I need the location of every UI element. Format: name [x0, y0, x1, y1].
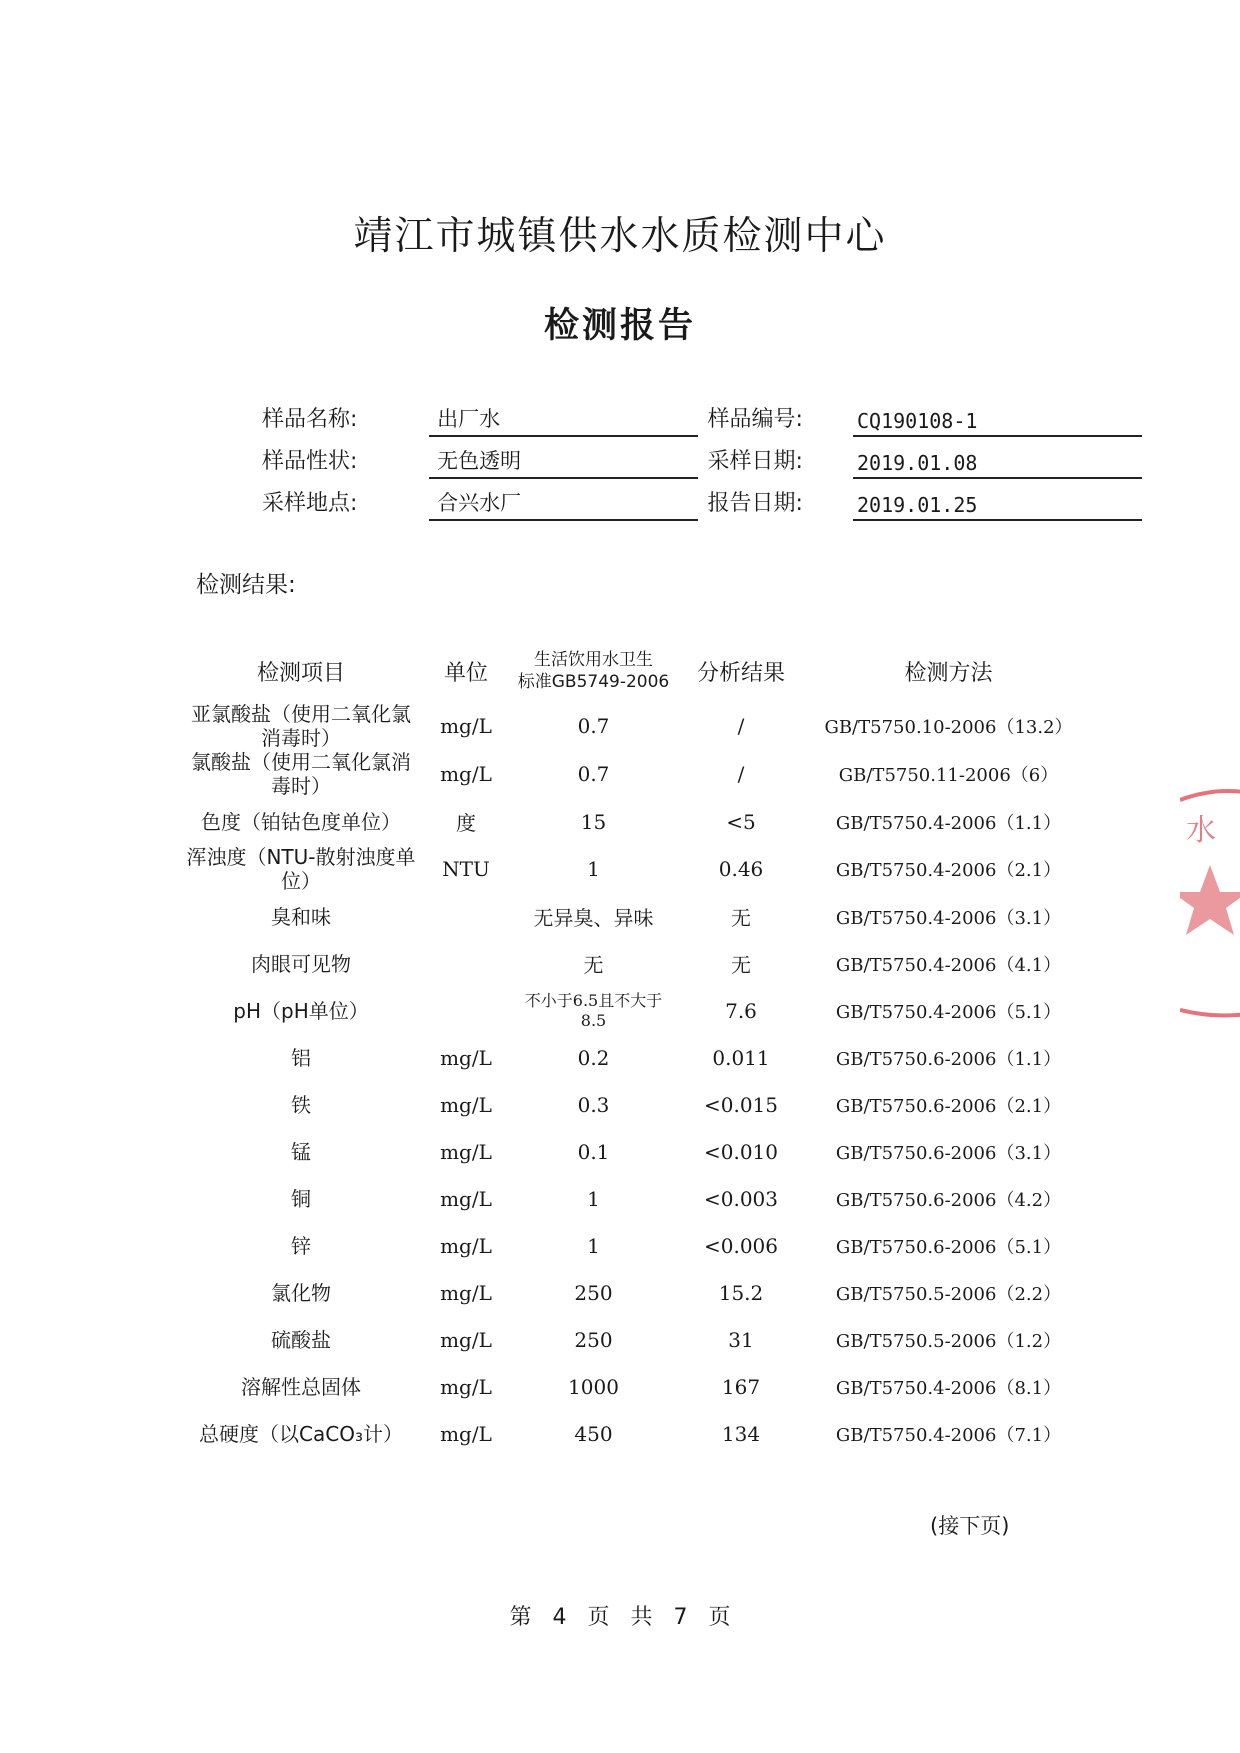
result-cell: 无: [731, 906, 751, 930]
method-cell: GB/T5750.6-2006（4.2）: [835, 1189, 1062, 1211]
table-row: [186, 1034, 1086, 1081]
standard-limit-cell: 250: [574, 1280, 613, 1305]
result-cell: /: [737, 714, 745, 738]
sample-appearance-label: 样品性状:: [262, 449, 358, 474]
result-cell: 31: [728, 1327, 754, 1352]
item-cell: 氯酸盐（使用二氧化氯消毒时）: [191, 750, 411, 798]
sample-number-value: CQ190108-1: [853, 409, 1142, 437]
standard-limit-cell: 无异臭、异味: [533, 906, 654, 930]
item-cell: 臭和味: [271, 904, 331, 929]
unit-cell: [416, 893, 516, 940]
method-cell: GB/T5750.6-2006（2.1）: [835, 1095, 1062, 1117]
item-cell: 亚氯酸盐（使用二氧化氯消毒时）: [191, 702, 411, 750]
table-row: [186, 1081, 1086, 1128]
sample-appearance-value: 无色透明: [429, 445, 697, 479]
header-standard: [516, 640, 671, 702]
standard-limit-cell: 1: [587, 1186, 600, 1211]
seal-star: [1180, 865, 1240, 935]
result-cell: <5: [726, 809, 756, 834]
report-title: 检测报告: [543, 306, 696, 346]
table-row: [186, 1316, 1086, 1363]
result-cell: 无: [731, 953, 751, 977]
header-method: 检测方法: [904, 660, 993, 686]
sampling-location-label: 采样地点:: [262, 491, 358, 516]
table-row: [186, 893, 1086, 940]
result-cell: 0.011: [712, 1045, 770, 1070]
sampling-location-value: 合兴水厂: [429, 487, 697, 521]
method-cell: GB/T5750.6-2006（3.1）: [835, 1142, 1062, 1164]
result-cell: <0.006: [703, 1233, 778, 1258]
standard-limit-cell: 1: [587, 1233, 600, 1258]
organization-name: 靖江市城镇供水水质检测中心: [353, 214, 887, 259]
sampling-date-label: 采样日期:: [707, 449, 803, 474]
unit-cell: 度: [456, 811, 476, 835]
item-cell: 铝: [291, 1045, 311, 1070]
unit-cell: [416, 940, 516, 987]
seal-arc-top: [1180, 791, 1240, 800]
result-cell: <0.010: [703, 1139, 778, 1164]
report-date-label: 报告日期:: [707, 491, 803, 516]
table-row: [186, 845, 1086, 893]
info-row-3: [262, 479, 1142, 521]
table-row: [186, 750, 1086, 798]
table-row: [186, 987, 1086, 1034]
header-result: 分析结果: [696, 660, 785, 686]
item-cell: 色度（铂钴色度单位）: [201, 809, 401, 834]
standard-limit-cell: 0.2: [577, 1045, 610, 1070]
result-cell: <0.015: [703, 1092, 778, 1117]
unit-cell: mg/L: [440, 1139, 492, 1164]
unit-cell: mg/L: [440, 1421, 492, 1446]
unit-cell: [416, 987, 516, 1034]
results-heading: 检测结果:: [196, 572, 296, 598]
result-cell: /: [737, 762, 745, 786]
red-seal-stamp: [1180, 780, 1240, 1020]
info-row-2: [262, 437, 1142, 479]
header-standard-line2: 标准GB5749-2006: [517, 672, 670, 692]
method-cell: GB/T5750.4-2006（7.1）: [835, 1424, 1062, 1446]
unit-cell: mg/L: [440, 1374, 492, 1399]
sample-number-label: 样品编号:: [707, 407, 803, 432]
unit-cell: mg/L: [440, 1092, 492, 1117]
standard-limit-cell: 不小于6.5且不大于8.5: [524, 990, 663, 1030]
table-row: [186, 1269, 1086, 1316]
standard-limit-cell: 0.1: [577, 1139, 610, 1164]
method-cell: GB/T5750.4-2006（4.1）: [835, 954, 1062, 976]
continued-note: (接下页): [930, 1514, 1010, 1538]
method-cell: GB/T5750.5-2006（2.2）: [835, 1283, 1062, 1305]
method-cell: GB/T5750.4-2006（1.1）: [835, 812, 1062, 834]
results-table: [186, 640, 1086, 1457]
result-cell: 0.46: [718, 857, 764, 881]
report-date-value: 2019.01.25: [853, 493, 1142, 521]
sampling-date-value: 2019.01.08: [853, 451, 1142, 479]
unit-cell: NTU: [442, 857, 490, 881]
info-row-1: [262, 395, 1142, 437]
page-number: 第 4 页 共 7 页: [509, 1605, 731, 1630]
seal-text: 水: [1186, 813, 1216, 848]
header-item: 检测项目: [256, 660, 345, 686]
table-row: [186, 940, 1086, 987]
item-cell: 溶解性总固体: [241, 1374, 361, 1399]
standard-limit-cell: 15: [580, 809, 607, 834]
method-cell: GB/T5750.4-2006（3.1）: [835, 907, 1062, 929]
unit-cell: mg/L: [440, 1045, 492, 1070]
seal-arc-bottom: [1180, 1010, 1240, 1016]
item-cell: 总硬度（以CaCO₃计）: [199, 1421, 403, 1446]
item-cell: 铁: [291, 1092, 311, 1117]
item-cell: 铜: [291, 1186, 311, 1211]
method-cell: GB/T5750.11-2006（6）: [838, 765, 1059, 786]
table-row: [186, 702, 1086, 750]
standard-limit-cell: 0.7: [577, 714, 610, 738]
standard-limit-cell: 250: [574, 1327, 613, 1352]
header-standard-line1: 生活饮用水卫生: [534, 650, 653, 670]
item-cell: 锰: [291, 1139, 311, 1164]
unit-cell: mg/L: [440, 762, 492, 786]
method-cell: GB/T5750.6-2006（1.1）: [835, 1048, 1062, 1070]
item-cell: pH（pH单位）: [233, 998, 369, 1023]
table-row: [186, 1222, 1086, 1269]
sample-name-value: 出厂水: [429, 403, 697, 437]
standard-limit-cell: 450: [574, 1421, 613, 1446]
unit-cell: mg/L: [440, 1280, 492, 1305]
sample-info: [262, 395, 1142, 521]
item-cell: 浑浊度（NTU-散射浊度单位）: [186, 845, 416, 893]
result-cell: 167: [721, 1374, 761, 1399]
standard-limit-cell: 1: [587, 857, 600, 881]
unit-cell: mg/L: [440, 1327, 492, 1352]
table-row: [186, 1128, 1086, 1175]
table-row: [186, 1175, 1086, 1222]
standard-limit-cell: 无: [583, 953, 604, 977]
item-cell: 肉眼可见物: [251, 951, 351, 976]
result-cell: 134: [721, 1421, 761, 1446]
table-row: [186, 1410, 1086, 1457]
sample-name-label: 样品名称:: [262, 407, 358, 432]
header-unit: 单位: [443, 660, 488, 686]
result-cell: 15.2: [718, 1280, 764, 1305]
item-cell: 氯化物: [271, 1280, 331, 1305]
table-row: [186, 1363, 1086, 1410]
method-cell: GB/T5750.4-2006（2.1）: [835, 860, 1062, 881]
method-cell: GB/T5750.4-2006（5.1）: [835, 1001, 1062, 1023]
item-cell: 硫酸盐: [271, 1327, 331, 1352]
unit-cell: mg/L: [440, 714, 492, 738]
table-header-row: [186, 640, 1086, 702]
standard-limit-cell: 1000: [568, 1374, 619, 1399]
method-cell: GB/T5750.4-2006（8.1）: [835, 1377, 1062, 1399]
unit-cell: mg/L: [440, 1186, 492, 1211]
table-row: [186, 798, 1086, 845]
item-cell: 锌: [291, 1233, 311, 1258]
method-cell: GB/T5750.6-2006（5.1）: [835, 1236, 1062, 1258]
method-cell: GB/T5750.10-2006（13.2）: [824, 717, 1073, 738]
unit-cell: mg/L: [440, 1233, 492, 1258]
standard-limit-cell: 0.3: [577, 1092, 610, 1117]
standard-limit-cell: 0.7: [577, 762, 610, 786]
result-cell: 7.6: [725, 998, 757, 1023]
method-cell: GB/T5750.5-2006（1.2）: [835, 1330, 1062, 1352]
result-cell: <0.003: [703, 1186, 778, 1211]
